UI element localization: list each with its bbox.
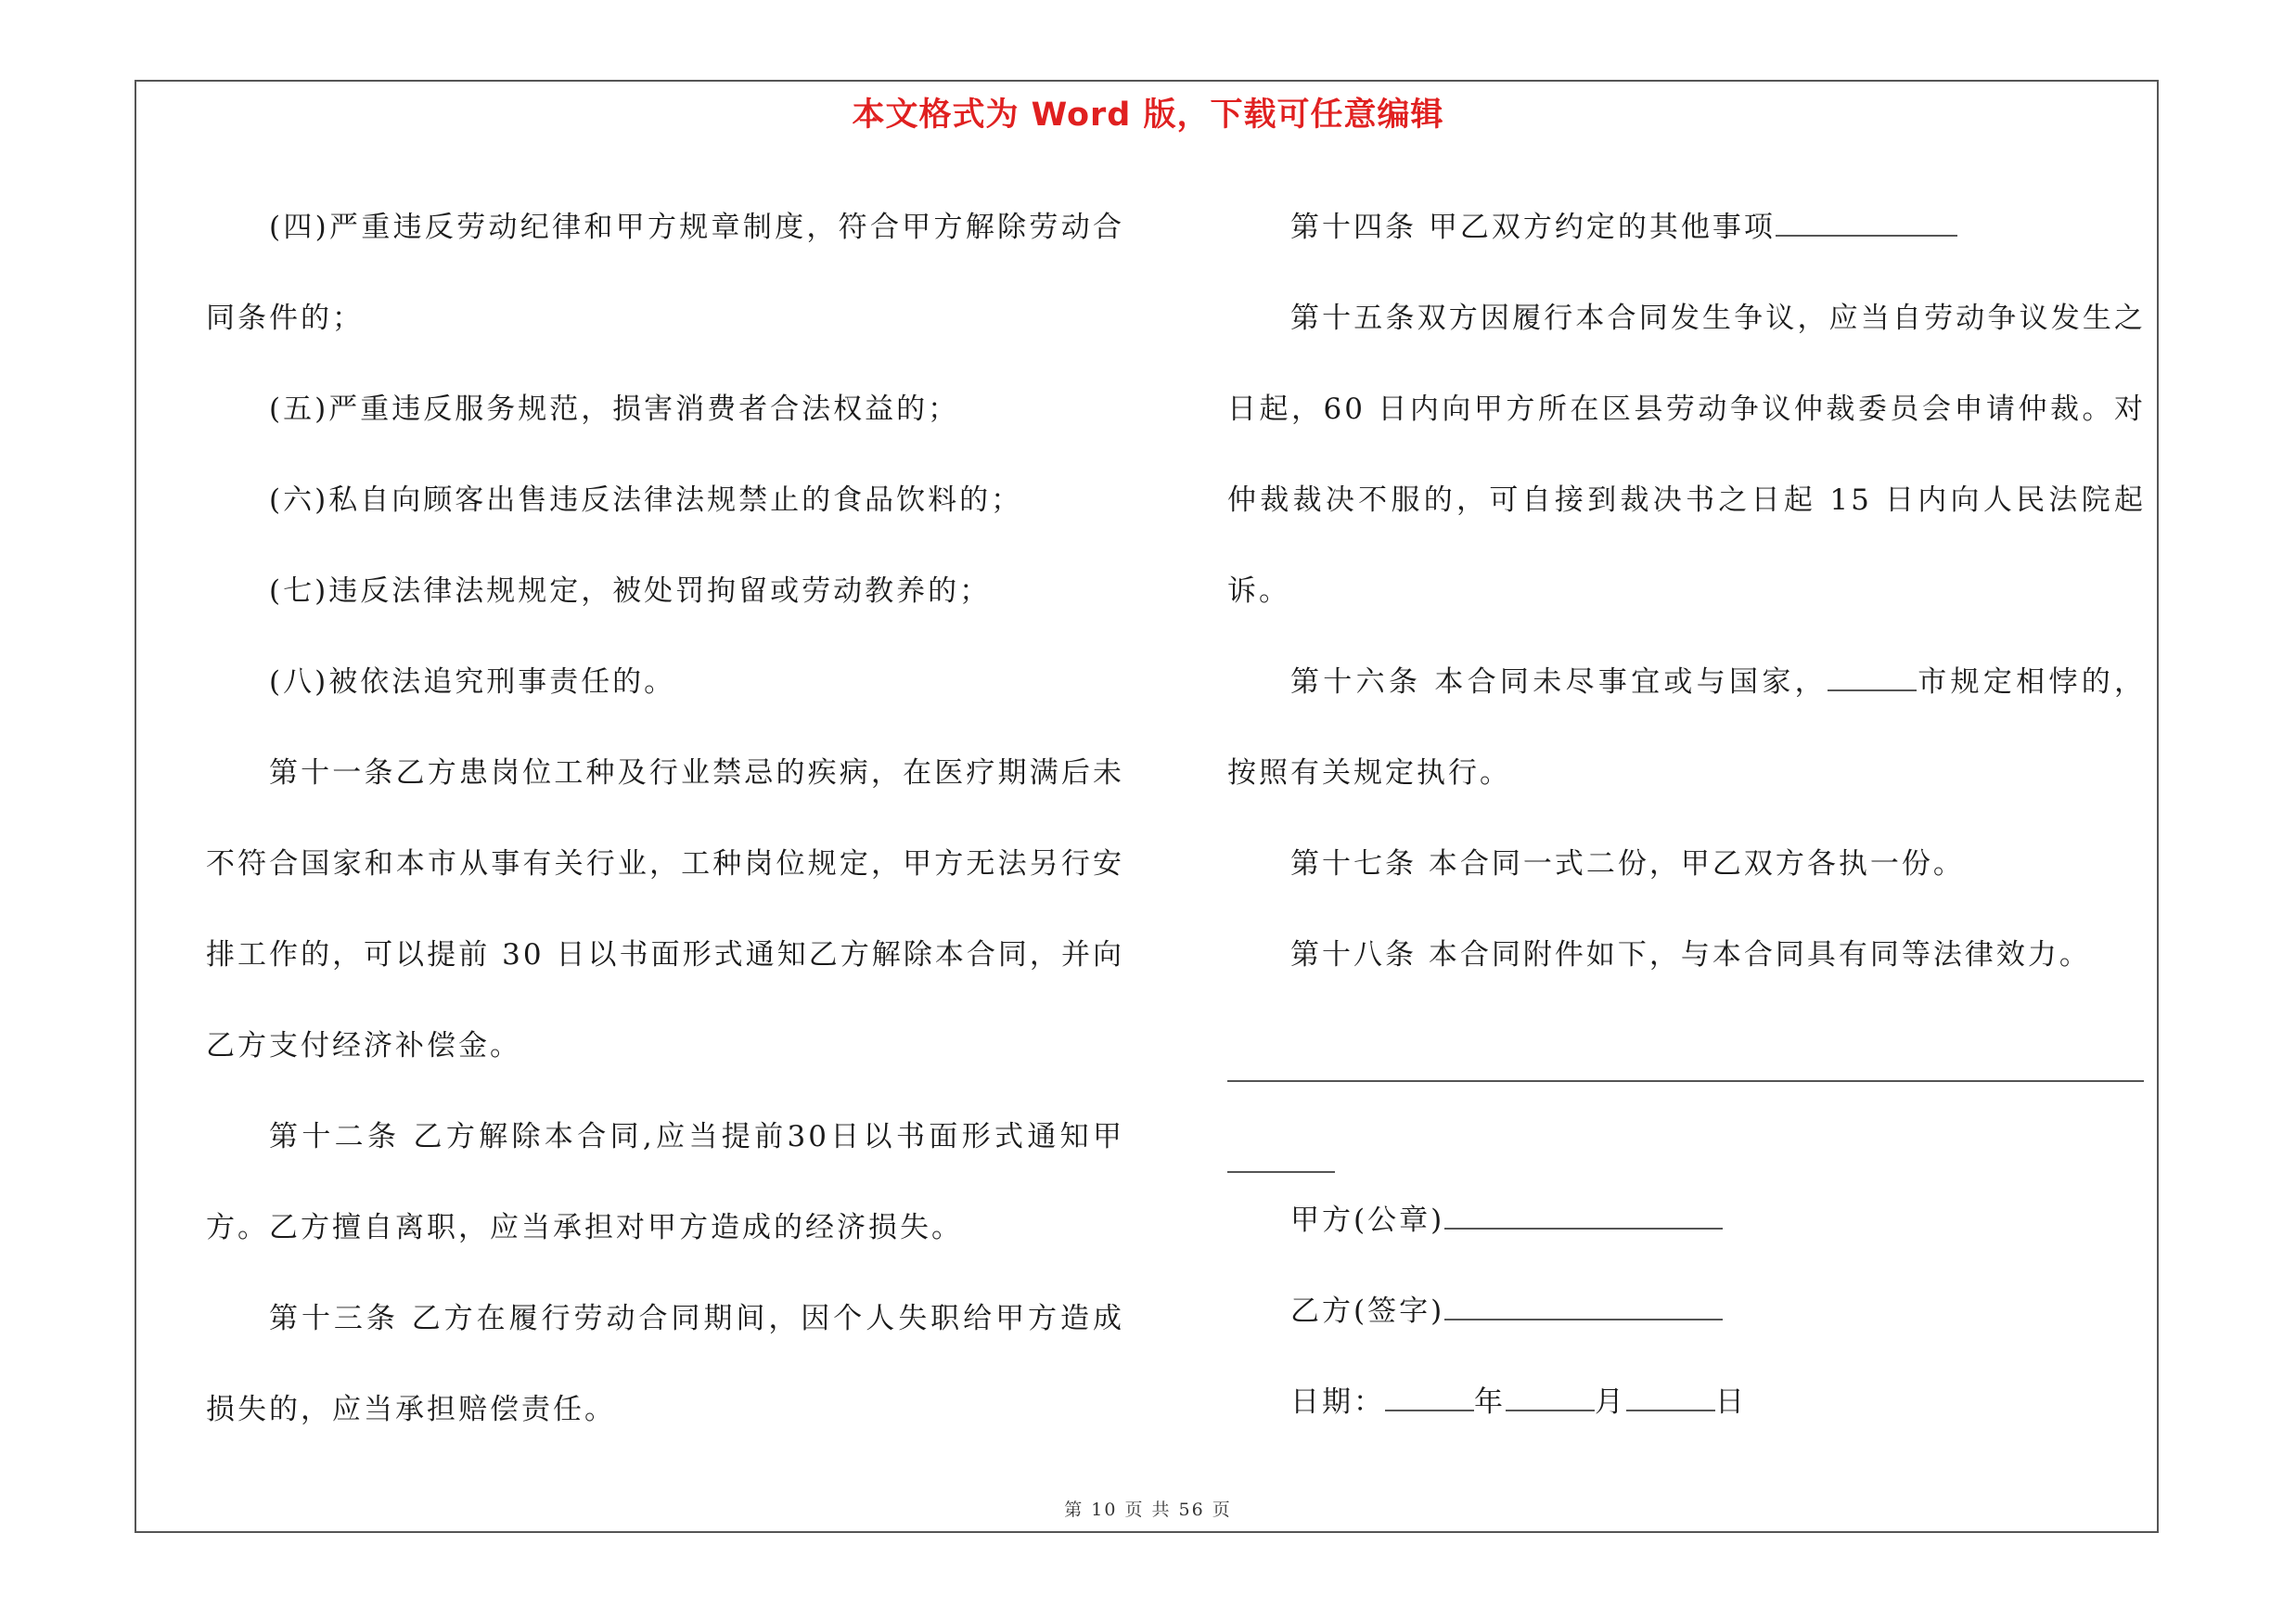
article-13: 第十三条 乙方在履行劳动合同期间，因个人失职给甲方造成损失的，应当承担赔偿责任。 — [206, 1302, 1124, 1426]
clause-6: (六)私自向顾客出售违反法律法规禁止的食品饮料的； — [269, 483, 1023, 517]
word-format-banner: 本文格式为 Word 版，下载可任意编辑 — [852, 97, 1444, 134]
article-14-text: 第十四条 甲乙双方约定的其他事项 — [1290, 211, 1776, 244]
day-label: 日 — [1715, 1385, 1747, 1419]
party-b-blank — [1444, 1295, 1723, 1320]
party-b-label: 乙方(签字) — [1290, 1295, 1445, 1328]
year-label: 年 — [1474, 1385, 1506, 1419]
article-15: 第十五条双方因履行本合同发生争议，应当自劳动争议发生之日起，60 日内向甲方所在区县劳动争议仲裁委员会申请仲裁。对仲裁裁决不服的，可自接到裁决书之日起 15 日内向人民法院起诉。 — [1227, 302, 2146, 608]
clause-4: (四)严重违反劳动纪律和甲方规章制度，符合甲方解除劳动合同条件的； — [206, 211, 1124, 335]
spacer — [1227, 1000, 2146, 1080]
party-a-blank — [1444, 1204, 1723, 1230]
article-18: 第十八条 本合同附件如下，与本合同具有同等法律效力。 — [1290, 938, 2091, 972]
year-blank — [1385, 1385, 1474, 1411]
month-blank — [1506, 1385, 1595, 1411]
party-b-signature — [1227, 1266, 2146, 1357]
month-label: 月 — [1595, 1385, 1626, 1419]
other-matters-blank — [1776, 211, 1957, 237]
party-a-signature — [1227, 1175, 2146, 1266]
party-a-label: 甲方(公章) — [1290, 1204, 1445, 1237]
spacer — [1227, 1082, 2146, 1171]
date-label: 日期： — [1290, 1385, 1385, 1419]
clause-5: (五)严重违反服务规范，损害消费者合法权益的； — [269, 393, 960, 426]
clause-7: (七)违反法律法规规定，被处罚拘留或劳动教养的； — [269, 574, 992, 608]
page-number-footer: 第 10 页 共 56 页 — [1064, 1500, 1232, 1520]
right-column — [1227, 182, 2146, 1448]
clause-8: (八)被依法追究刑事责任的。 — [269, 665, 676, 699]
article-16 — [1227, 637, 2146, 818]
article-17: 第十七条 本合同一式二份，甲乙双方各执一份。 — [1290, 847, 1965, 881]
date-line — [1227, 1357, 2146, 1448]
article-12: 第十二条 乙方解除本合同,应当提前30日以书面形式通知甲方。乙方擅自离职，应当承担对甲方造成的经济损失。 — [206, 1120, 1124, 1244]
article-14 — [1227, 182, 2146, 273]
day-blank — [1626, 1385, 1715, 1411]
city-blank — [1828, 665, 1917, 691]
left-column — [206, 182, 1124, 1455]
article-11: 第十一条乙方患岗位工种及行业禁忌的疾病，在医疗期满后未不符合国家和本市从事有关行业，工种岗位规定，甲方无法另行安排工作的，可以提前 30 日以书面形式通知乙方解除本合同，并向乙方支付经济补偿金。 — [206, 756, 1124, 1063]
article-16-text-a: 第十六条 本合同未尽事宜或与国家， — [1290, 665, 1828, 699]
article-16-text-b: 市规定相悖的，按照有关规定执行。 — [1227, 665, 2147, 790]
